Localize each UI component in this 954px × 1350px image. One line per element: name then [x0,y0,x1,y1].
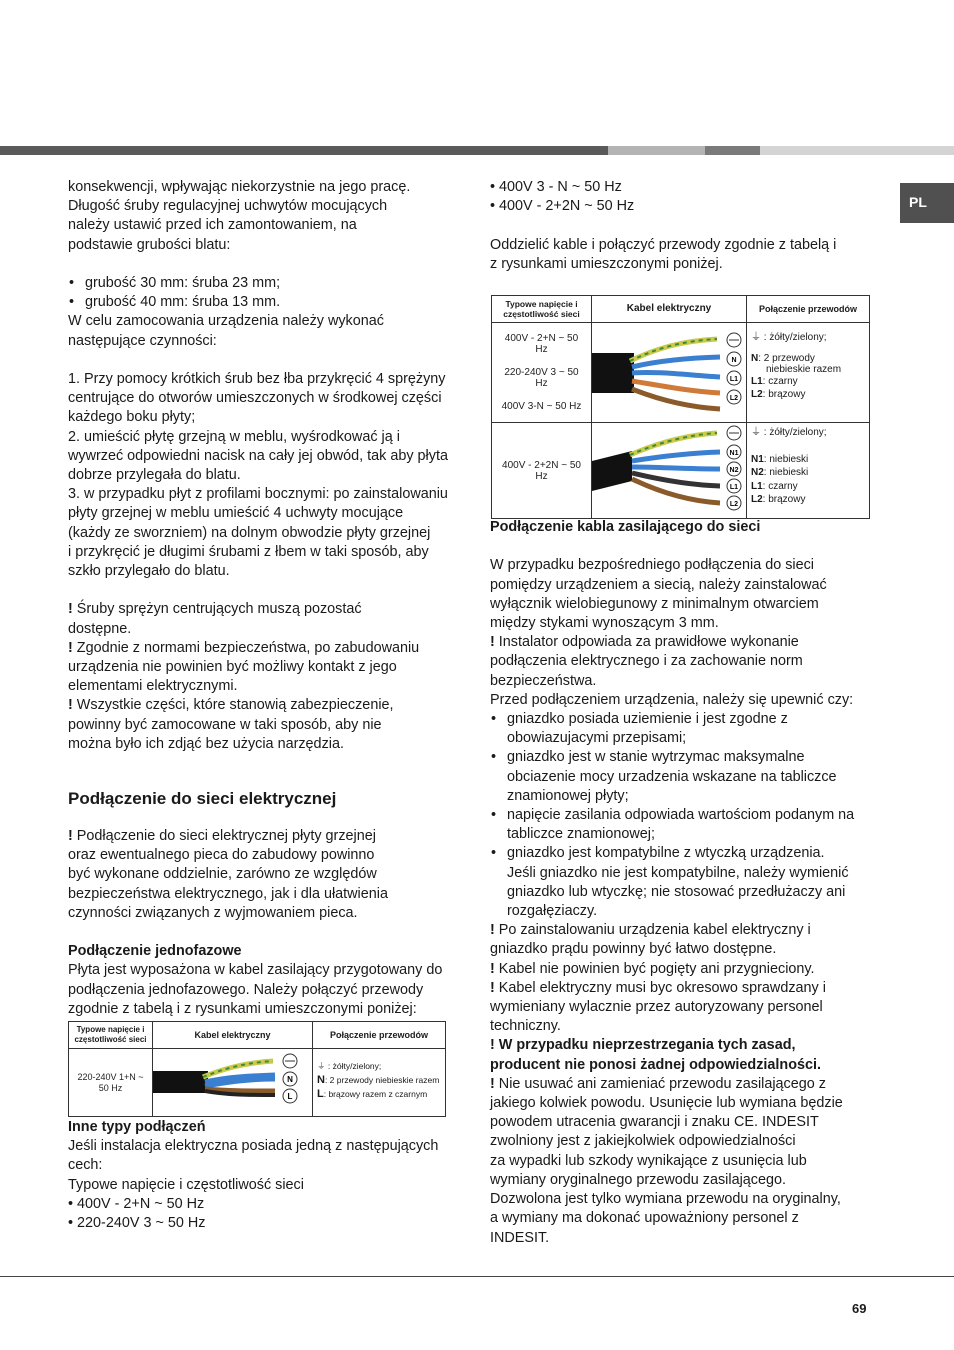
text-line: cech: [68,1157,103,1174]
header-bar-segment [760,146,954,155]
text-line: a wymiany ma dokonać upoważniony personel z [490,1210,799,1227]
ground-icon: ⏚ [317,1061,326,1071]
svg-text:L1: L1 [729,376,739,383]
exclamation: ! [68,828,73,845]
text-line: znamionowej płyty; [507,787,629,804]
text-line: Jeśli gniazdko nie jest kompatybilne, należy wymienić [507,864,849,881]
wire-legend [747,423,870,519]
text-line: zgodnie z tabelą i z rysunkami umieszczonymi poniżej: [68,1000,417,1017]
svg-text:N1: N1 [729,450,739,457]
list-item: • 400V - 2+2N ~ 50 Hz [490,198,635,215]
text-line: powinny być zamocowane w taki sposób, aby nie [68,716,382,733]
svg-text:L: L [287,1092,293,1101]
text-line: rozgałęziaczy. [507,903,598,920]
list-item: • 400V 3 - N ~ 50 Hz [490,179,622,195]
header-bar-segment [608,146,705,155]
warning-line: ! Instalator odpowiada za prawidłowe wykonanie [490,634,799,651]
text-line: Oddzielić kable i połączyć przewody zgodnie z tabelą i [490,236,837,253]
text-line: podstawie grubości blatu: [68,236,231,253]
legend-row: L1: czarny [751,480,798,492]
list-item: • gniazdko jest kompatybilne z wtyczką urządzenia. [490,844,885,863]
voltage-cell: 220-240V 1+N ~ 50 Hz [69,1049,153,1117]
text-line: techniczny. [490,1018,561,1035]
text-line: (każdy ze sworzniem) na dolnym obwodzie płyty grzejnej [68,524,431,541]
left-column-bottom [68,1118,448,1233]
legend-row: ⏚ : żółty/zielony; [751,332,827,343]
text-line: jakiego kolwiek powodu. Usunięcie lub wymiana będzie [490,1095,843,1112]
text-line: Typowe napięcie i częstotliwość sieci [68,1176,304,1193]
warning-line: ! Podłączenie do sieci elektrycznej płyty grzejnej [68,828,376,845]
text-line: z rysunkami umieszczonymi poniżej. [490,255,723,272]
warning-line: ! Zgodnie z normami bezpieczeństwa, po zabudowaniu [68,639,420,656]
list-item: • gniazdko jest w stanie wytrzymac maksymalne [490,748,885,767]
list-item: • 220-240V 3 ~ 50 Hz [68,1215,206,1232]
text-line: 1. Przy pomocy krótkich śrub bez łba przykręcić 4 sprężyny [68,371,446,387]
text-line: INDESIT. [490,1229,550,1246]
text-line: dobrze przylegała do blatu. [68,467,241,484]
svg-text:N: N [287,1075,293,1084]
text-line: wyłącznik wielobiegunowy z minimalnym otwarciem [490,595,819,612]
svg-text:L2: L2 [729,501,739,508]
text-line: płyty grzejnej w meblu umieścić 4 uchwyty mocujące [68,505,404,522]
text-line: Dozwolona jest tylko wymiana przewodu na oryginalny, [490,1191,841,1208]
svg-text:N: N [731,357,737,364]
header-bar [0,146,954,155]
text-line: 3. w przypadku płyt z profilami bocznymi: po zainstalowaniu [68,486,448,503]
text-line: urządzenia nie powinien być możliwy kontakt z jego [68,659,397,676]
text-line: wymiany oryginalnego przewodu zasilającego. [490,1171,786,1188]
text-line: za wypadki lub szkody wynikające z usunięcia lub [490,1152,807,1169]
warning-line: ! Kabel nie powinien być pogięty ani przygnieciony. [490,960,815,977]
wire-legend [313,1049,446,1117]
text-line: tabliczce znamionowej; [507,826,655,843]
cable-diagram [153,1049,313,1117]
legend-row: L2: brązowy [751,494,806,505]
table-header: Połączenie przewodów [313,1022,446,1049]
list-item: • grubość 30 mm: śruba 23 mm; [68,274,448,293]
text-line: szkło przylegało do blatu. [68,563,230,580]
text-line: powodem utracenia gwarancji i znaku CE. INDESIT [490,1114,819,1131]
ground-icon: ⏚ [751,427,761,438]
left-column [68,178,448,1019]
table-header: Kabel elektryczny [592,296,747,323]
text-line: 2. umieścić płytę grzejną w meblu, wyśrodkować ją i [68,428,400,445]
list-item: • napięcie zasilania odpowiada wartościom podanym na [490,806,885,825]
right-column [490,518,885,1248]
text-line: producent nie ponosi żadnej odpowiedzialności. [490,1056,822,1073]
exclamation: ! [68,697,73,714]
legend-row: N1: niebieski [751,453,809,465]
text-line: i przykręcić je długimi śrubami z łbem w taki sposób, aby [68,543,429,560]
legend-row: L: brązowy razem z czarnym [317,1088,428,1100]
page-number: 69 [852,1301,867,1316]
svg-text:N2: N2 [729,467,739,474]
text-line: oraz ewentualnego pieca do zabudowy powinno [68,847,375,864]
legend-row: niebieskie razem [766,363,842,375]
wire-legend [747,323,870,423]
text-line: gniazdko lub wtyczkę; nie stosować przedłużaczy ani [507,883,846,900]
language-tab: PL [900,183,954,223]
warning-line: ! Śruby sprężyn centrujących muszą pozostać [68,601,362,618]
text-line: W przypadku bezpośredniego podłączenia do sieci [490,557,814,574]
legend-row: L2: brązowy [751,389,806,400]
warning-line: ! Wszystkie części, które stanowią zabezpieczenie, [68,697,394,714]
cable-diagram [592,423,747,519]
cable-sheath [592,353,634,393]
text-line: dostępne. [68,620,132,637]
table-caption: Podłączenie kabla zasilającego do sieci [490,519,761,535]
single-phase-table [68,1021,446,1117]
text-line: Płyta jest wyposażona w kabel zasilający przygotowany do [68,962,443,979]
text-line: bezpieczeństwa elektrycznego, jak i dla ułatwienia [68,885,388,902]
table-header: Typowe napięcie i częstotliwość sieci [492,296,592,323]
text-line: gniazdko prądu powinny być łatwo dostępne. [490,941,777,958]
text-line: konsekwencji, wpływając niekorzystnie na jego pracę. [68,179,411,195]
cable-diagram [592,323,747,423]
text-line: Długość śruby regulacyjnej uchwytów mocujących [68,198,388,215]
legend-row: N: 2 przewody niebieskie razem [317,1074,440,1086]
text-line: podłączenia jednofazowego. Należy połączyć przewody [68,981,424,998]
text-line: następujące czynności: [68,332,217,349]
list-item: • gniazdko posiada uziemienie i jest zgodne z [490,710,885,729]
subheading: Podłączenie jednofazowe [68,943,242,960]
text-line: bezpieczeństwa. [490,672,597,689]
list-item: • 400V - 2+N ~ 50 Hz [68,1195,205,1212]
text-line: Przed podłączeniem urządzenia, należy się upewnić czy: [490,691,854,708]
text-line: być wykonane oddzielnie, zarówno ze względów [68,866,377,883]
text-line: należy ustawić przed ich zamontowaniem, na [68,217,357,234]
legend-row: N2: niebieski [751,467,809,478]
section-title: Podłączenie do sieci elektrycznej [68,789,337,809]
text-line: obciazenie mocy urzadzenia wskazane na tabliczce [507,768,837,785]
text-line: zwolniony jest z jakiejkolwiek odpowiedzialności [490,1133,796,1150]
legend-row: L1: czarny [751,375,798,387]
text-line: W celu zamocowania urządzenia należy wykonać [68,313,384,330]
text-line: wywrzeć odpowiedni nacisk na cały jej obwód, tak aby płyta [68,447,448,464]
table-header: Typowe napięcie i częstotliwość sieci [69,1022,153,1049]
legend-row: ⏚ : żółty/zielony; [751,427,827,438]
three-phase-table [491,295,870,519]
cable-wires-image [592,323,745,417]
text-line: elementami elektrycznymi. [68,678,238,695]
header-bar-segment [0,146,608,155]
table-header: Połączenie przewodów [747,296,870,323]
subheading: Inne typy podłączeń [68,1119,206,1135]
cable-sheath [592,451,632,491]
text-line: można było ich zdjąć bez użycia narzędzia. [68,735,344,752]
warning-line: ! W przypadku nieprzestrzegania tych zasad, [490,1037,796,1054]
text-line: obowiazujacymi przepisami; [507,730,687,747]
text-line: czynności związanych z wyjmowaniem pieca. [68,904,358,921]
exclamation: ! [68,601,73,618]
ground-icon: ⏚ [751,332,761,343]
right-column-top [490,178,880,274]
warning-line: ! Kabel elektryczny musi byc okresowo sprawdzany i [490,979,826,996]
table-header: Kabel elektryczny [153,1022,313,1049]
text-line: podłączenia elektrycznego i za zachowanie norm [490,653,803,670]
text-line: między stykami wynoszącym 3 mm. [490,615,719,631]
text-line: pomiędzy urządzeniem a siecią, należy zainstalować [490,576,827,593]
text-line: Jeśli instalacja elektryczna posiada jedną z następujących [68,1138,439,1155]
legend-row: ⏚ : żółty/zielony; [317,1061,382,1071]
legend-row: N: 2 przewody [751,352,815,364]
warning-line: ! Nie usuwać ani zamieniać przewodu zasilającego z [490,1075,826,1092]
cable-wires-image [153,1049,311,1111]
footer-divider [0,1276,954,1277]
text-line: każdego boku płyty; [68,409,196,426]
text-line: wymieniany wylacznie przez autoryzowany personel [490,999,823,1016]
voltage-cell: 400V - 2+N ~ 50 Hz 220-240V 3 ~ 50 Hz 400V 3-N ~ 50 Hz [492,323,592,423]
svg-text:L1: L1 [729,484,739,491]
header-bar-segment [705,146,760,155]
cable-wires-image [592,423,745,513]
svg-text:L2: L2 [729,395,739,402]
exclamation: ! [68,639,73,656]
voltage-cell: 400V - 2+2N ~ 50 Hz [492,423,592,519]
text-line: centrujące do otworów umieszczonych w środkowej części [68,390,442,407]
list-item: • grubość 40 mm: śruba 13 mm. [68,293,448,312]
cable-sheath [153,1071,208,1093]
warning-line: ! Po zainstalowaniu urządzenia kabel elektryczny i [490,922,811,939]
